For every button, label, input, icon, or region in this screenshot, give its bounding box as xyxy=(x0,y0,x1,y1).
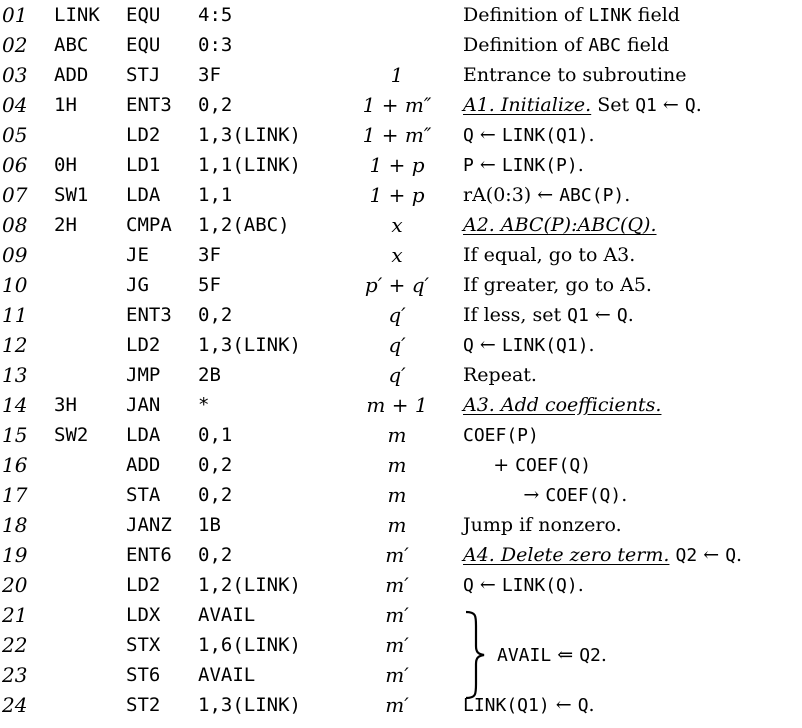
line-number: 11 xyxy=(2,303,28,327)
execution-count: m xyxy=(387,453,407,477)
address: 1B xyxy=(198,514,221,536)
code-label: SW2 xyxy=(54,424,89,446)
code-line xyxy=(0,420,802,450)
execution-count: m xyxy=(387,513,407,537)
comment-segment: Set xyxy=(591,94,636,116)
opcode: STX xyxy=(126,634,161,656)
opcode: LDA xyxy=(126,184,161,206)
comment-segment: If less, set xyxy=(463,304,568,326)
execution-count: 1 + p xyxy=(369,183,425,207)
code-label: ADD xyxy=(54,64,89,86)
code-line xyxy=(0,690,802,720)
line-number: 10 xyxy=(2,273,28,297)
step-heading: A2. ABC(P):ABC(Q). xyxy=(463,214,657,236)
comment-segment: LINK(Q1) xyxy=(501,335,589,356)
line-number: 02 xyxy=(2,33,28,57)
comment-segment: COEF(Q) xyxy=(545,485,622,506)
address: AVAIL xyxy=(198,604,256,626)
opcode: EQU xyxy=(126,34,161,56)
execution-count: 1 + m″ xyxy=(362,123,432,147)
comment-segment: If equal, go to A3. xyxy=(463,244,636,266)
code-label: 3H xyxy=(54,394,77,416)
line-number: 12 xyxy=(2,333,28,357)
line-number: 21 xyxy=(2,603,28,627)
comment-segment: LINK xyxy=(588,5,632,26)
code-line xyxy=(0,390,802,420)
line-number: 15 xyxy=(2,423,28,447)
comment-segment: Repeat. xyxy=(463,364,537,386)
line-number: 07 xyxy=(2,183,28,207)
comment-segment: P xyxy=(463,155,474,176)
line-number: 24 xyxy=(2,693,28,717)
opcode: LD1 xyxy=(126,154,161,176)
execution-count: 1 + m″ xyxy=(362,93,432,117)
address: 0,2 xyxy=(198,304,233,326)
comment-segment: Q xyxy=(463,125,474,146)
comment-segment: . xyxy=(577,574,584,596)
comment xyxy=(463,120,595,151)
address: 1,3(LINK) xyxy=(198,124,301,146)
execution-count: 1 + p xyxy=(369,153,425,177)
comment-segment: ← xyxy=(473,124,502,146)
code-label: 1H xyxy=(54,94,77,116)
comment-segment: ← xyxy=(697,544,726,566)
brace-avail: AVAIL xyxy=(497,645,552,666)
comment xyxy=(463,300,634,331)
comment-segment: If greater, go to A5. xyxy=(463,274,652,296)
comment-segment: ← xyxy=(549,694,578,716)
line-number: 01 xyxy=(2,3,28,27)
brace-arrow: ⇐ xyxy=(551,644,580,666)
address: 0,2 xyxy=(198,544,233,566)
code-label: SW1 xyxy=(54,184,89,206)
code-line xyxy=(0,360,802,390)
comment-segment: Q xyxy=(684,95,696,116)
code-label: 0H xyxy=(54,154,77,176)
comment xyxy=(463,480,627,511)
line-number: 16 xyxy=(2,453,28,477)
comment xyxy=(463,510,622,540)
right-brace xyxy=(462,610,492,700)
code-label: ABC xyxy=(54,34,89,56)
comment-segment: ABC xyxy=(588,35,621,56)
opcode: JANZ xyxy=(126,514,172,536)
comment-segment: Q xyxy=(725,545,737,566)
comment xyxy=(463,240,635,270)
opcode: LD2 xyxy=(126,574,161,596)
step-heading: A4. Delete zero term. xyxy=(463,544,670,566)
execution-count: m′ xyxy=(385,663,409,687)
opcode: STA xyxy=(126,484,161,506)
opcode: EQU xyxy=(126,4,161,26)
address: 1,2(ABC) xyxy=(198,214,290,236)
comment-segment: Q xyxy=(577,695,589,716)
execution-count: m + 1 xyxy=(366,393,428,417)
code-line xyxy=(0,480,802,510)
comment-segment: ← xyxy=(473,574,502,596)
comment-segment: ← xyxy=(473,334,502,356)
opcode: ST6 xyxy=(126,664,161,686)
comment-segment: LINK(Q) xyxy=(501,575,578,596)
comment-segment: field xyxy=(631,4,680,26)
code-line xyxy=(0,210,802,240)
code-line xyxy=(0,120,802,150)
comment xyxy=(463,270,652,300)
execution-count: m′ xyxy=(385,633,409,657)
execution-count: p′ + q′ xyxy=(364,273,430,297)
line-number: 19 xyxy=(2,543,28,567)
address: 0:3 xyxy=(198,34,233,56)
step-heading: A1. Initialize. xyxy=(463,94,592,116)
execution-count: q′ xyxy=(388,303,406,327)
code-line xyxy=(0,240,802,270)
execution-count: m′ xyxy=(385,573,409,597)
comment-segment: Q1 xyxy=(567,305,589,326)
comment-segment: field xyxy=(620,34,670,56)
comment-segment: LINK(Q1) xyxy=(463,695,550,716)
line-number: 06 xyxy=(2,153,28,177)
code-line xyxy=(0,540,802,570)
code-line xyxy=(0,570,802,600)
address: 1,2(LINK) xyxy=(198,574,301,596)
comment xyxy=(463,330,595,361)
comment-segment: Q xyxy=(616,305,628,326)
opcode: JAN xyxy=(126,394,161,416)
code-line xyxy=(0,90,802,120)
opcode: JMP xyxy=(126,364,161,386)
code-line xyxy=(0,60,802,90)
comment xyxy=(463,210,657,240)
comment-segment: ← xyxy=(656,94,685,116)
opcode: ENT3 xyxy=(126,304,172,326)
comment-segment: Q xyxy=(463,575,474,596)
line-number: 20 xyxy=(2,573,28,597)
opcode: LDX xyxy=(126,604,161,626)
execution-count: m xyxy=(387,483,407,507)
opcode: LDA xyxy=(126,424,161,446)
comment xyxy=(463,180,630,211)
code-line xyxy=(0,450,802,480)
comment xyxy=(463,60,687,90)
opcode: ENT3 xyxy=(126,94,172,116)
code-line xyxy=(0,510,802,540)
comment-segment: ABC(P) xyxy=(559,185,625,206)
line-number: 03 xyxy=(2,63,28,87)
comment-segment: . xyxy=(588,124,595,146)
address: 3F xyxy=(198,244,221,266)
comment-segment: Q1 xyxy=(635,95,657,116)
execution-count: q′ xyxy=(388,363,406,387)
code-line xyxy=(0,150,802,180)
brace-q2: Q2 xyxy=(579,645,601,666)
address: * xyxy=(198,394,210,416)
line-number: 09 xyxy=(2,243,28,267)
opcode: LD2 xyxy=(126,124,161,146)
code-line xyxy=(0,180,802,210)
line-number: 17 xyxy=(2,483,28,507)
code-line xyxy=(0,30,802,60)
code-label: LINK xyxy=(54,4,100,26)
comment-segment: Q2 xyxy=(675,545,698,566)
comment-segment: Definition of xyxy=(463,34,589,56)
address: 1,6(LINK) xyxy=(198,634,301,656)
execution-count: m′ xyxy=(385,543,409,567)
code-line xyxy=(0,630,802,660)
comment xyxy=(463,420,539,451)
address: 3F xyxy=(198,64,221,86)
comment xyxy=(463,540,742,571)
code-line xyxy=(0,660,802,690)
address: 0,2 xyxy=(198,484,233,506)
opcode: ADD xyxy=(126,454,161,476)
code-line xyxy=(0,0,802,30)
comment-segment: . xyxy=(627,304,634,326)
comment-segment: . xyxy=(588,334,595,356)
address: 2B xyxy=(198,364,221,386)
comment-segment: . xyxy=(621,484,628,506)
execution-count: x xyxy=(391,243,403,267)
code-line xyxy=(0,270,802,300)
comment-segment: Q xyxy=(463,335,474,356)
line-number: 14 xyxy=(2,393,28,417)
address: 0,2 xyxy=(198,454,233,476)
comment-segment: . xyxy=(695,94,702,116)
line-number: 08 xyxy=(2,213,28,237)
opcode: ST2 xyxy=(126,694,161,716)
comment-segment: ← xyxy=(588,304,617,326)
brace-period: . xyxy=(600,644,607,666)
execution-count: m xyxy=(387,423,407,447)
comment-segment: → xyxy=(463,484,546,506)
address: 0,2 xyxy=(198,94,233,116)
address: 1,3(LINK) xyxy=(198,694,301,716)
comment-segment: . xyxy=(736,544,743,566)
opcode: ENT6 xyxy=(126,544,172,566)
comment-segment: . xyxy=(577,154,584,176)
address: AVAIL xyxy=(198,664,256,686)
line-number: 22 xyxy=(2,633,28,657)
address: 1,1 xyxy=(198,184,233,206)
comment-segment: + xyxy=(463,454,516,476)
comment-segment: LINK(P) xyxy=(501,155,578,176)
comment xyxy=(463,360,537,390)
execution-count: m′ xyxy=(385,603,409,627)
comment-segment: Definition of xyxy=(463,4,589,26)
line-number: 18 xyxy=(2,513,28,537)
execution-count: 1 xyxy=(390,63,404,87)
comment xyxy=(463,0,680,31)
line-number: 04 xyxy=(2,93,28,117)
address: 1,3(LINK) xyxy=(198,334,301,356)
comment xyxy=(463,390,661,420)
code-line xyxy=(0,300,802,330)
comment xyxy=(463,570,584,601)
comment xyxy=(463,450,591,481)
opcode: STJ xyxy=(126,64,161,86)
comment xyxy=(463,150,584,181)
execution-count: m′ xyxy=(385,693,409,717)
comment-segment: Entrance to subroutine xyxy=(463,64,687,86)
address: 1,1(LINK) xyxy=(198,154,301,176)
line-number: 23 xyxy=(2,663,28,687)
comment-segment: COEF(Q) xyxy=(515,455,592,476)
execution-count: x xyxy=(391,213,403,237)
opcode: JE xyxy=(126,244,149,266)
code-label: 2H xyxy=(54,214,77,236)
comment-segment: ← xyxy=(473,154,502,176)
comment-segment: . xyxy=(624,184,631,206)
execution-count: q′ xyxy=(388,333,406,357)
comment-segment: . xyxy=(588,694,595,716)
opcode: CMPA xyxy=(126,214,172,236)
brace-comment xyxy=(497,640,607,671)
address: 4:5 xyxy=(198,4,233,26)
code-line xyxy=(0,330,802,360)
comment-segment: Jump if nonzero. xyxy=(463,514,622,536)
code-line xyxy=(0,600,802,630)
opcode: JG xyxy=(126,274,149,296)
address: 0,1 xyxy=(198,424,233,446)
comment-segment: rA(0:3) ← xyxy=(463,184,560,206)
comment-segment: COEF(P) xyxy=(463,425,539,446)
address: 5F xyxy=(198,274,221,296)
line-number: 13 xyxy=(2,363,28,387)
comment xyxy=(463,90,702,121)
opcode: LD2 xyxy=(126,334,161,356)
line-number: 05 xyxy=(2,123,28,147)
comment-segment: LINK(Q1) xyxy=(501,125,589,146)
comment xyxy=(463,30,669,61)
step-heading: A3. Add coefficients. xyxy=(463,394,662,416)
